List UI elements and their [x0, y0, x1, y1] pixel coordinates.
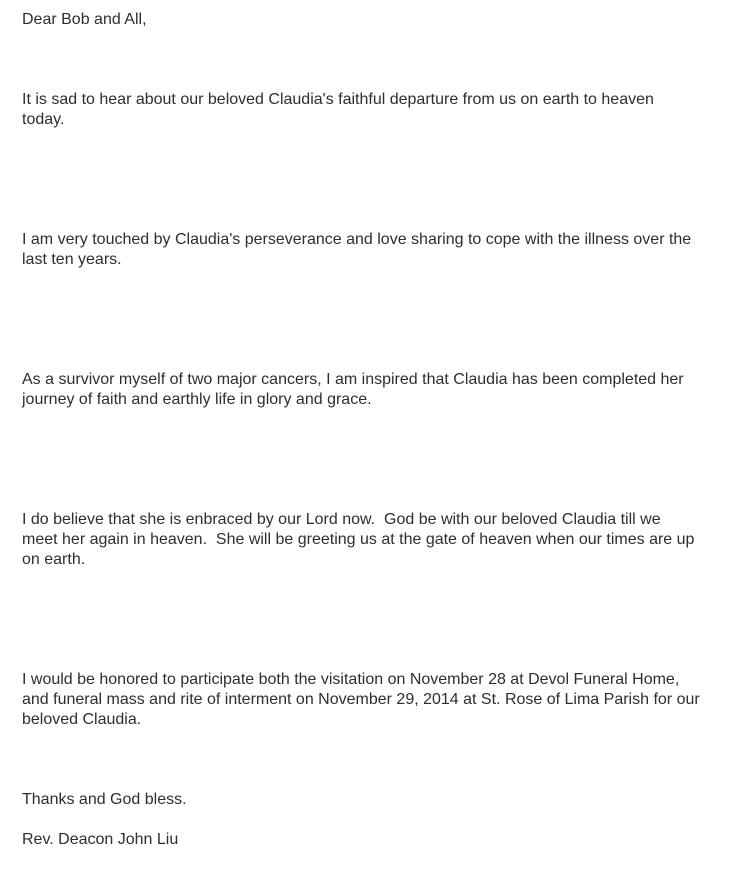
text-line: It is sad to hear about our beloved Claudia's faithful departure from us on earth to heaven	[22, 91, 654, 108]
closing	[22, 790, 742, 810]
paragraph-condolence	[22, 50, 742, 170]
letter-body	[22, 10, 742, 870]
text-line: journey of faith and earthly life in glory and grace.	[22, 391, 372, 408]
text-line: meet her again in heaven. She will be greeting us at the gate of heaven when our times are up	[22, 531, 695, 548]
text-line: I do believe that she is enbraced by our Lord now. God be with our beloved Claudia till we	[22, 511, 661, 528]
paragraph-funeral-details	[22, 630, 742, 770]
text-line: last ten years.	[22, 251, 122, 268]
greeting-line: Dear Bob and All,	[22, 11, 147, 28]
closing-line: Thanks and God bless.	[22, 791, 187, 808]
text-line: I would be honored to participate both the visitation on November 28 at Devol Funeral Home,	[22, 671, 680, 688]
signature	[22, 830, 742, 850]
text-line: on earth.	[22, 551, 86, 568]
text-line: and funeral mass and rite of interment on November 29, 2014 at St. Rose of Lima Parish for our	[22, 691, 700, 708]
text-line: I am very touched by Claudia's perseverance and love sharing to cope with the illness over the	[22, 231, 692, 248]
greeting	[22, 10, 742, 30]
text-line: As a survivor myself of two major cancers, I am inspired that Claudia has been completed her	[22, 371, 684, 388]
signature-line: Rev. Deacon John Liu	[22, 831, 179, 848]
paragraph-perseverance	[22, 190, 742, 310]
paragraph-belief	[22, 470, 742, 610]
text-line: today.	[22, 111, 65, 128]
text-line: beloved Claudia.	[22, 711, 142, 728]
paragraph-survivor	[22, 330, 742, 450]
